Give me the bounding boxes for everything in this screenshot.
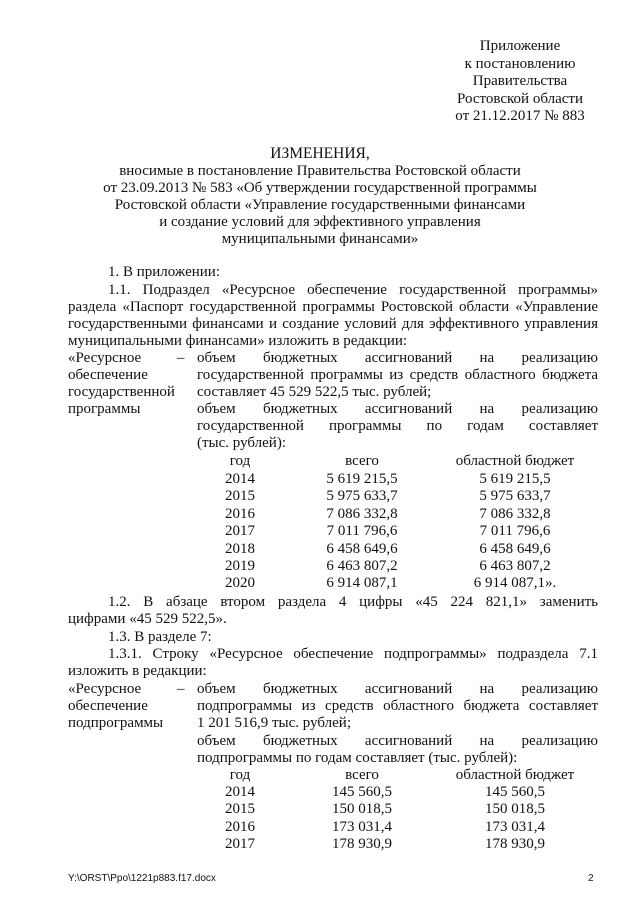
table1-header-total: всего — [345, 453, 379, 469]
paragraph-1-3: 1.3. В разделе 7: — [108, 629, 212, 645]
block1-text: государственной программы из средств областного бюджета — [197, 367, 598, 383]
table2-header-year: год — [229, 767, 251, 783]
block1-label: государственной — [68, 384, 175, 400]
table2-cell-total: 145 560,5 — [332, 784, 392, 800]
header-line: от 21.12.2017 № 883 — [455, 108, 585, 124]
block2-text: объем бюджетных ассигнований на реализацию — [197, 733, 598, 749]
block2-text: 1 201 516,9 тыс. рублей; — [197, 715, 351, 731]
header-line: Правительства — [472, 73, 568, 89]
block2-label: «Ресурсное — [68, 681, 142, 697]
table1-cell-total: 6 914 087,1 — [326, 575, 398, 592]
block1-label: программы — [68, 401, 141, 417]
table2-cell-regional: 178 930,9 — [485, 836, 545, 853]
table1-cell-year: 2019 — [225, 558, 255, 574]
table2-cell-year: 2014 — [225, 784, 255, 800]
block1-label: «Ресурсное — [68, 350, 142, 366]
table1-cell-year: 2017 — [225, 523, 255, 540]
table1-cell-regional: 7 086 332,8 — [479, 505, 551, 522]
block1-text: государственной программы по годам составляет — [197, 418, 598, 434]
document-header — [420, 38, 620, 126]
block1-text: составляет 45 529 522,5 тыс. рублей; — [197, 384, 432, 400]
table1-cell-total: 5 975 633,7 — [326, 488, 398, 505]
paragraph-1-1-line: государственными финансами и создание условий для эффективного управления — [68, 316, 598, 332]
table1-cell-regional: 7 011 796,6 — [479, 523, 551, 540]
block1-label: обеспечение — [68, 367, 148, 383]
title-line: и создание условий для эффективного управления — [159, 214, 481, 230]
header-line: к постановлению — [464, 55, 576, 72]
block2-label: обеспечение — [68, 698, 148, 714]
table1-cell-regional: 6 914 087,1». — [473, 575, 557, 592]
paragraph-1-1-line: раздела «Паспорт государственной программы Ростовской области «Управление — [68, 299, 598, 315]
title-line: Ростовской области «Управление государственными финансами — [114, 197, 526, 213]
table1-cell-year: 2016 — [225, 505, 255, 522]
table2-cell-total: 150 018,5 — [332, 801, 392, 818]
table1-cell-total: 6 458 649,6 — [326, 540, 398, 557]
block1-dash: – — [177, 350, 185, 366]
table2-cell-total: 178 930,9 — [332, 836, 392, 853]
table1-cell-regional: 6 463 807,2 — [479, 558, 551, 574]
paragraph-1-1-line: муниципальными финансами» изложить в редакции: — [68, 333, 408, 349]
paragraph-1-2: 1.2. В абзаце втором раздела 4 цифры «45 224 821,1» заменить — [108, 594, 598, 610]
block2-text: подпрограммы из средств областного бюджета составляет — [197, 698, 598, 714]
table2-cell-year: 2016 — [225, 818, 255, 835]
block2-dash: – — [177, 681, 185, 697]
table1-cell-regional: 5 975 633,7 — [479, 488, 551, 505]
title-line: вносимые в постановление Правительства Ростовской области — [119, 163, 521, 179]
block1-text: (тыс. рублей): — [197, 435, 286, 451]
table1-cell-year: 2018 — [225, 540, 255, 557]
table2-cell-regional: 150 018,5 — [485, 801, 545, 818]
paragraph-1-3-1: 1.3.1. Строку «Ресурсное обеспечение подпрограммы» подраздела 7.1 — [108, 646, 598, 662]
page-number: 2 — [588, 873, 594, 884]
block2-text: объем бюджетных ассигнований на реализацию — [197, 681, 598, 697]
paragraph-1: 1. В приложении: — [108, 264, 220, 280]
paragraph-1-1: 1.1. Подраздел «Ресурсное обеспечение государственной программы» — [108, 282, 598, 298]
table1-cell-total: 5 619 215,5 — [326, 471, 398, 487]
table1-cell-regional: 6 458 649,6 — [479, 540, 551, 557]
table1-cell-year: 2015 — [225, 488, 255, 505]
title-line: от 23.09.2013 № 583 «Об утверждении государственной программы — [103, 180, 537, 196]
table1-cell-total: 7 086 332,8 — [326, 505, 398, 522]
paragraph-1-3-1-line: изложить в редакции: — [68, 663, 207, 679]
header-line: Ростовской области — [457, 90, 583, 107]
table1-header-year: год — [229, 453, 251, 469]
table1-cell-total: 7 011 796,6 — [326, 523, 398, 540]
paragraph-1-2-line: цифрами «45 529 522,5». — [68, 611, 227, 627]
table2-cell-regional: 145 560,5 — [485, 784, 545, 800]
table1-cell-regional: 5 619 215,5 — [479, 471, 551, 487]
table2-cell-year: 2015 — [225, 801, 255, 818]
table2-cell-year: 2017 — [225, 836, 255, 853]
table1-cell-year: 2014 — [225, 471, 255, 487]
block2-text: подпрограммы по годам составляет (тыс. рублей): — [197, 750, 518, 766]
title-line: муниципальными финансами» — [221, 231, 419, 247]
table2-header-regional: областной бюджет — [455, 767, 575, 783]
block1-text: объем бюджетных ассигнований на реализацию — [197, 401, 598, 417]
table2-cell-regional: 173 031,4 — [485, 818, 545, 835]
table1-cell-total: 6 463 807,2 — [326, 558, 398, 574]
table2-header-total: всего — [345, 767, 379, 783]
file-path: Y:\ORST\Ppo\1221p883.f17.docx — [68, 873, 216, 884]
block2-label: подпрограммы — [68, 715, 164, 731]
table1-cell-year: 2020 — [225, 575, 255, 592]
document-title: ИЗМЕНЕНИЯ, — [270, 145, 370, 162]
table1-header-regional: областной бюджет — [455, 453, 575, 469]
block1-text: объем бюджетных ассигнований на реализацию — [197, 350, 598, 366]
table2-cell-total: 173 031,4 — [332, 818, 392, 835]
header-line: Приложение — [479, 38, 561, 54]
